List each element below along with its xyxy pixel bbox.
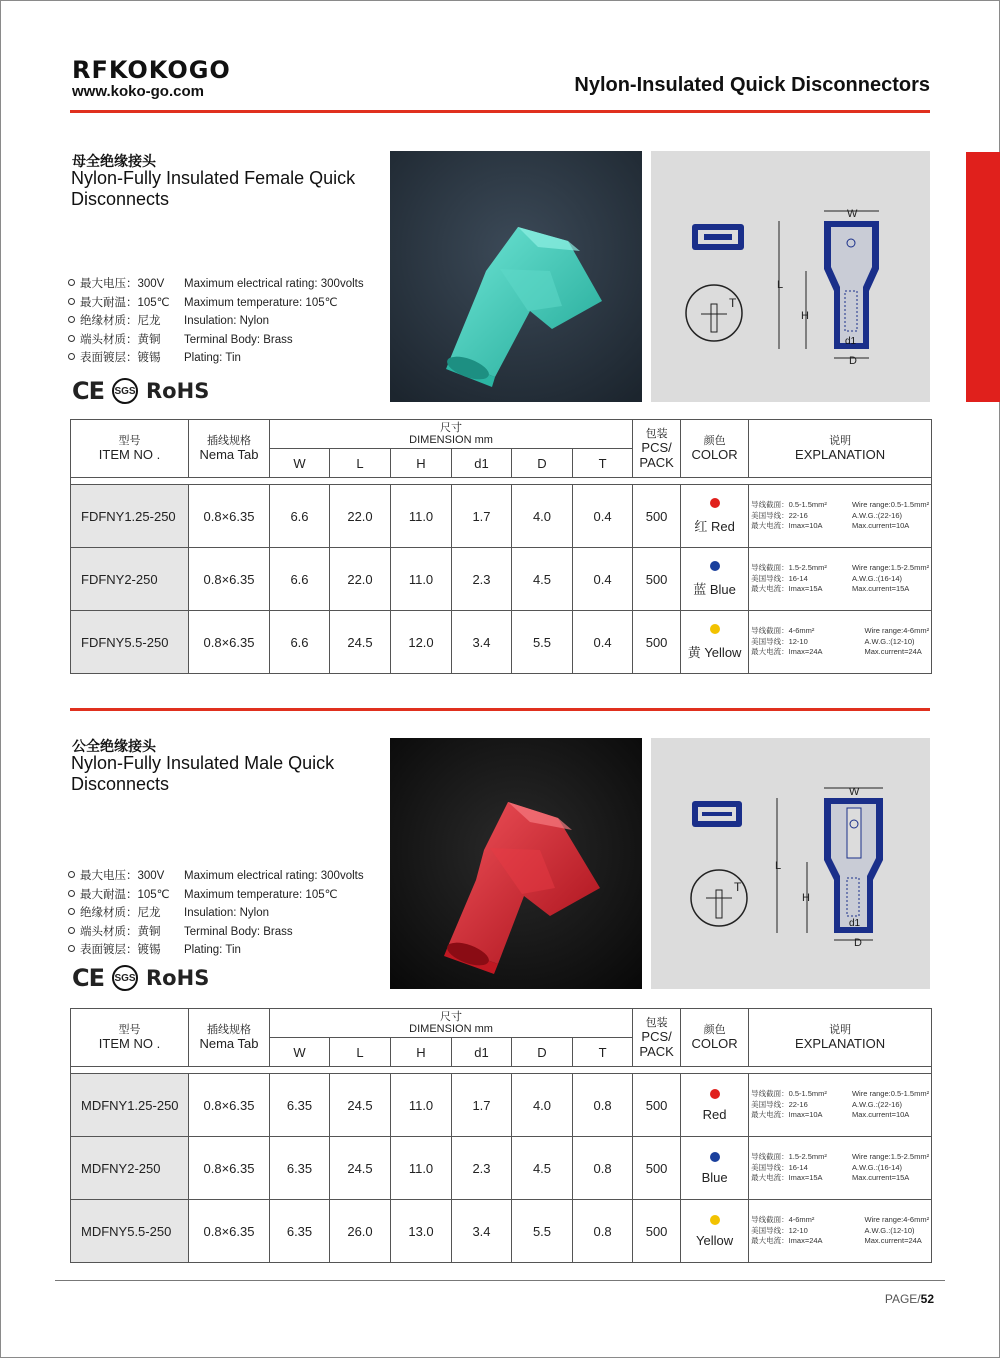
cell-pack: 500 — [633, 1137, 681, 1200]
side-tab-marker — [966, 152, 1000, 402]
dim-label-l: L — [777, 279, 784, 291]
cell-d1: 1.7 — [452, 1074, 512, 1137]
dim-label-d: D — [849, 355, 857, 367]
header-dim-en: DIMENSION mm — [409, 434, 493, 446]
header-h: H — [391, 449, 452, 478]
cell-pack: 500 — [633, 1200, 681, 1263]
cell-d1: 1.7 — [452, 485, 512, 548]
cell-l: 22.0 — [330, 485, 391, 548]
cell-d1: 3.4 — [452, 1200, 512, 1263]
cell-h: 11.0 — [391, 548, 452, 611]
sgs-mark-icon: SGS — [112, 965, 138, 991]
cell-pack: 500 — [633, 485, 681, 548]
cell-d: 5.5 — [512, 611, 573, 674]
spec-cn: 绝缘材质：尼龙 — [68, 904, 184, 923]
brand-url[interactable]: www.koko-go.com — [72, 83, 204, 100]
expl-cn1: 导线截面：4-6mm² — [751, 1215, 815, 1225]
color-dot-icon — [710, 561, 720, 571]
product-photo-male — [390, 738, 642, 989]
expl-en1: Wire range:4-6mm² — [864, 1215, 930, 1225]
spec-cn: 端头材质：黄铜 — [68, 923, 184, 942]
ce-mark-icon: CE — [72, 377, 105, 405]
cell-d1: 2.3 — [452, 1137, 512, 1200]
cell-d: 4.0 — [512, 485, 573, 548]
ce-mark-icon: CE — [72, 964, 105, 992]
cell-t: 0.8 — [573, 1200, 633, 1263]
expl-cn2: 美国导线：16-14 — [751, 1162, 808, 1172]
cell-explanation — [749, 1074, 932, 1137]
expl-cn1: 导线截面：1.5-2.5mm² — [751, 563, 827, 573]
spec-en: Insulation: Nylon — [184, 315, 270, 327]
dim-label-d: D — [854, 937, 862, 949]
expl-en2: A.W.G.:(16-14) — [851, 1162, 902, 1172]
color-label: 蓝 Blue — [693, 581, 736, 597]
dim-label-h: H — [801, 310, 809, 322]
spec-row — [68, 349, 364, 368]
cell-d1: 2.3 — [452, 548, 512, 611]
spec-table-male — [70, 1008, 932, 1263]
spec-row — [68, 312, 364, 331]
page-number-value: 52 — [920, 1292, 934, 1306]
color-dot-icon — [710, 1089, 720, 1099]
expl-cn3: 最大电流：Imax=24A — [751, 647, 823, 657]
cell-d: 4.5 — [512, 1137, 573, 1200]
expl-en1: Wire range:4-6mm² — [864, 626, 930, 636]
certification-marks — [72, 964, 209, 992]
expl-cn2: 美国导线：22-16 — [751, 510, 808, 520]
expl-en1: Wire range:1.5-2.5mm² — [851, 1152, 930, 1162]
header-t: T — [573, 1038, 633, 1067]
expl-cn1: 导线截面：0.5-1.5mm² — [751, 500, 827, 510]
expl-en3: Max.current=15A — [851, 584, 910, 594]
table-gap — [71, 478, 932, 485]
spec-list — [68, 275, 364, 368]
rohs-mark: RoHS — [146, 379, 210, 403]
spec-en: Plating: Tin — [184, 352, 241, 364]
dim-label-w: W — [847, 208, 858, 220]
expl-cn3: 最大电流：Imax=24A — [751, 1236, 823, 1246]
section-title-en: Nylon-Fully Insulated Female Quick Disconnects — [71, 168, 356, 209]
header-d: D — [512, 1038, 573, 1067]
cell-item: FDFNY1.25-250 — [71, 485, 189, 548]
expl-cn1: 导线截面：4-6mm² — [751, 626, 815, 636]
cell-w: 6.35 — [270, 1200, 330, 1263]
cell-explanation — [749, 548, 932, 611]
dim-label-w: W — [849, 786, 860, 798]
color-dot-icon — [710, 1152, 720, 1162]
spec-row — [68, 275, 364, 294]
cell-t: 0.4 — [573, 485, 633, 548]
expl-cn2: 美国导线：12-10 — [751, 636, 808, 646]
header-color-en: COLOR — [691, 447, 738, 462]
cell-item: FDFNY5.5-250 — [71, 611, 189, 674]
spec-row — [68, 886, 364, 905]
header-color-cn: 颜色 — [703, 1024, 726, 1036]
cell-item: FDFNY2-250 — [71, 548, 189, 611]
spec-en: Plating: Tin — [184, 944, 241, 956]
dim-label-t: T — [729, 296, 737, 310]
header-dim-cn: 尺寸 — [440, 422, 463, 434]
header-d1: d1 — [452, 449, 512, 478]
cell-l: 26.0 — [330, 1200, 391, 1263]
technical-drawing-male — [651, 738, 930, 989]
table-row — [71, 611, 932, 674]
cell-tab: 0.8×6.35 — [189, 1137, 270, 1200]
header-dim-en: DIMENSION mm — [409, 1023, 493, 1035]
table-row — [71, 1200, 932, 1263]
cell-pack: 500 — [633, 1074, 681, 1137]
spec-cn: 最大耐温：105℃ — [68, 886, 184, 905]
section-title-cn: 母全绝缘接头 — [72, 153, 156, 169]
cell-color — [681, 548, 749, 611]
page-label: PAGE/ — [884, 1292, 921, 1306]
cell-explanation — [749, 1200, 932, 1263]
cell-h: 11.0 — [391, 485, 452, 548]
header-pack-cn: 包装 — [645, 1016, 668, 1029]
expl-en3: Max.current=10A — [851, 1110, 910, 1120]
cell-w: 6.6 — [270, 611, 330, 674]
header-model-en: ITEM NO . — [98, 1036, 161, 1051]
cell-t: 0.4 — [573, 548, 633, 611]
color-label: Yellow — [696, 1232, 734, 1248]
spec-list — [68, 867, 364, 960]
cell-t: 0.4 — [573, 611, 633, 674]
spec-row — [68, 867, 364, 886]
cell-tab: 0.8×6.35 — [189, 485, 270, 548]
cell-color — [681, 1137, 749, 1200]
product-photo-female — [390, 151, 642, 402]
expl-cn1: 导线截面：0.5-1.5mm² — [751, 1089, 827, 1099]
spec-en: Terminal Body: Brass — [184, 333, 293, 346]
spec-en: Insulation: Nylon — [184, 907, 270, 919]
header-h: H — [391, 1038, 452, 1067]
cell-t: 0.8 — [573, 1137, 633, 1200]
cell-h: 11.0 — [391, 1137, 452, 1200]
table-header-row — [71, 420, 932, 449]
header-tab-cn: 插线规格 — [207, 435, 251, 447]
expl-en3: Max.current=24A — [864, 647, 922, 657]
header-model-en: ITEM NO . — [98, 447, 161, 462]
expl-cn2: 美国导线：16-14 — [751, 573, 808, 583]
rohs-mark: RoHS — [146, 966, 210, 990]
cell-h: 13.0 — [391, 1200, 452, 1263]
expl-cn2: 美国导线：12-10 — [751, 1225, 808, 1235]
spec-row — [68, 904, 364, 923]
header-l: L — [330, 1038, 391, 1067]
cell-color — [681, 1074, 749, 1137]
header-w: W — [270, 449, 330, 478]
cell-explanation — [749, 485, 932, 548]
spec-cn: 最大电压：300V — [68, 275, 184, 294]
dim-label-d1: d1 — [845, 336, 857, 347]
expl-en2: A.W.G.:(22-16) — [851, 1099, 902, 1109]
brand-logo: RFKOKOGO — [72, 56, 231, 84]
header-d: D — [512, 449, 573, 478]
cell-color — [681, 611, 749, 674]
technical-drawing-female — [651, 151, 930, 402]
spec-table-female — [70, 419, 932, 674]
cell-tab: 0.8×6.35 — [189, 611, 270, 674]
expl-cn3: 最大电流：Imax=10A — [751, 1110, 823, 1120]
cell-item: MDFNY5.5-250 — [71, 1200, 189, 1263]
expl-cn3: 最大电流：Imax=15A — [751, 584, 823, 594]
cell-d: 5.5 — [512, 1200, 573, 1263]
color-label: Red — [702, 1106, 727, 1122]
color-label: 黄 Yellow — [687, 644, 742, 660]
cell-d1: 3.4 — [452, 611, 512, 674]
spec-cn: 最大耐温：105℃ — [68, 294, 184, 313]
cell-t: 0.8 — [573, 1074, 633, 1137]
cell-tab: 0.8×6.35 — [189, 1074, 270, 1137]
color-dot-icon — [710, 624, 720, 634]
header-w: W — [270, 1038, 330, 1067]
cell-w: 6.6 — [270, 485, 330, 548]
section-divider — [70, 708, 930, 711]
expl-en2: A.W.G.:(16-14) — [851, 573, 902, 583]
header-l: L — [330, 449, 391, 478]
table-row — [71, 1074, 932, 1137]
spec-cn: 最大电压：300V — [68, 867, 184, 886]
color-dot-icon — [710, 498, 720, 508]
expl-en2: A.W.G.:(12-10) — [864, 636, 915, 646]
header-expl-en: EXPLANATION — [795, 1036, 886, 1051]
expl-en1: Wire range:0.5-1.5mm² — [851, 500, 930, 510]
page-number — [885, 1292, 934, 1306]
spec-en: Maximum electrical rating: 300volts — [184, 278, 364, 290]
cell-color — [681, 1200, 749, 1263]
dim-label-h: H — [802, 892, 810, 904]
cell-item: MDFNY1.25-250 — [71, 1074, 189, 1137]
table-gap — [71, 1067, 932, 1074]
dim-label-d1: d1 — [849, 918, 861, 929]
cell-w: 6.6 — [270, 548, 330, 611]
cell-d: 4.5 — [512, 548, 573, 611]
header-pack-cn: 包装 — [645, 427, 668, 440]
section-title-cn: 公全绝缘接头 — [72, 738, 156, 754]
header-color-en: COLOR — [691, 1036, 738, 1051]
table-row — [71, 548, 932, 611]
cell-l: 24.5 — [330, 611, 391, 674]
cell-tab: 0.8×6.35 — [189, 548, 270, 611]
spec-en: Maximum electrical rating: 300volts — [184, 870, 364, 882]
header-model-cn: 型号 — [118, 435, 141, 447]
table-row — [71, 485, 932, 548]
spec-row — [68, 941, 364, 960]
header-tab-en: Nema Tab — [199, 447, 259, 462]
section-title-en: Nylon-Fully Insulated Male Quick Disconnects — [71, 753, 335, 794]
header-expl-cn: 说明 — [829, 1024, 852, 1036]
header-pack-en: PCS/ — [641, 1028, 672, 1044]
certification-marks — [72, 377, 209, 405]
cell-tab: 0.8×6.35 — [189, 1200, 270, 1263]
header-tab-cn: 插线规格 — [207, 1024, 251, 1036]
header-tab-en: Nema Tab — [199, 1036, 259, 1051]
spec-en: Maximum temperature: 105℃ — [184, 296, 338, 309]
dim-label-t: T — [734, 880, 742, 894]
expl-cn2: 美国导线：22-16 — [751, 1099, 808, 1109]
header-expl-cn: 说明 — [829, 435, 852, 447]
page-title: Nylon-Insulated Quick Disconnectors — [574, 74, 930, 96]
header-pack-en2: PACK — [639, 1043, 674, 1059]
table-row — [71, 1137, 932, 1200]
cell-item: MDFNY2-250 — [71, 1137, 189, 1200]
spec-cn: 表面镀层：镀锡 — [68, 349, 184, 368]
expl-en3: Max.current=10A — [851, 521, 910, 531]
expl-cn1: 导线截面：1.5-2.5mm² — [751, 1152, 827, 1162]
color-label: Blue — [701, 1169, 728, 1185]
cell-pack: 500 — [633, 548, 681, 611]
cell-h: 11.0 — [391, 1074, 452, 1137]
cell-l: 22.0 — [330, 548, 391, 611]
color-label: 红 Red — [694, 518, 735, 534]
expl-en1: Wire range:0.5-1.5mm² — [851, 1089, 930, 1099]
header-color-cn: 颜色 — [703, 435, 726, 447]
expl-cn3: 最大电流：Imax=10A — [751, 521, 823, 531]
spec-row — [68, 923, 364, 942]
expl-en1: Wire range:1.5-2.5mm² — [851, 563, 930, 573]
cell-w: 6.35 — [270, 1074, 330, 1137]
cell-d: 4.0 — [512, 1074, 573, 1137]
cell-l: 24.5 — [330, 1137, 391, 1200]
cell-h: 12.0 — [391, 611, 452, 674]
expl-en3: Max.current=15A — [851, 1173, 910, 1183]
expl-en3: Max.current=24A — [864, 1236, 922, 1246]
cell-l: 24.5 — [330, 1074, 391, 1137]
header-divider — [70, 110, 930, 113]
spec-row — [68, 294, 364, 313]
cell-explanation — [749, 611, 932, 674]
header-pack-en2: PACK — [639, 454, 674, 470]
spec-en: Terminal Body: Brass — [184, 925, 293, 938]
spec-en: Maximum temperature: 105℃ — [184, 888, 338, 901]
cell-explanation — [749, 1137, 932, 1200]
header-t: T — [573, 449, 633, 478]
header-dim-cn: 尺寸 — [440, 1011, 463, 1023]
header-model-cn: 型号 — [118, 1024, 141, 1036]
spec-cn: 表面镀层：镀锡 — [68, 941, 184, 960]
header-pack-en: PCS/ — [641, 439, 672, 455]
expl-en2: A.W.G.:(12-10) — [864, 1225, 915, 1235]
dim-label-l: L — [775, 860, 782, 872]
footer-divider — [55, 1280, 945, 1281]
cell-color — [681, 485, 749, 548]
expl-en2: A.W.G.:(22-16) — [851, 510, 902, 520]
sgs-mark-icon: SGS — [112, 378, 138, 404]
header-expl-en: EXPLANATION — [795, 447, 886, 462]
spec-cn: 端头材质：黄铜 — [68, 331, 184, 350]
color-dot-icon — [710, 1215, 720, 1225]
expl-cn3: 最大电流：Imax=15A — [751, 1173, 823, 1183]
cell-pack: 500 — [633, 611, 681, 674]
header-d1: d1 — [452, 1038, 512, 1067]
cell-w: 6.35 — [270, 1137, 330, 1200]
spec-row — [68, 331, 364, 350]
table-header-row — [71, 1009, 932, 1038]
spec-cn: 绝缘材质：尼龙 — [68, 312, 184, 331]
